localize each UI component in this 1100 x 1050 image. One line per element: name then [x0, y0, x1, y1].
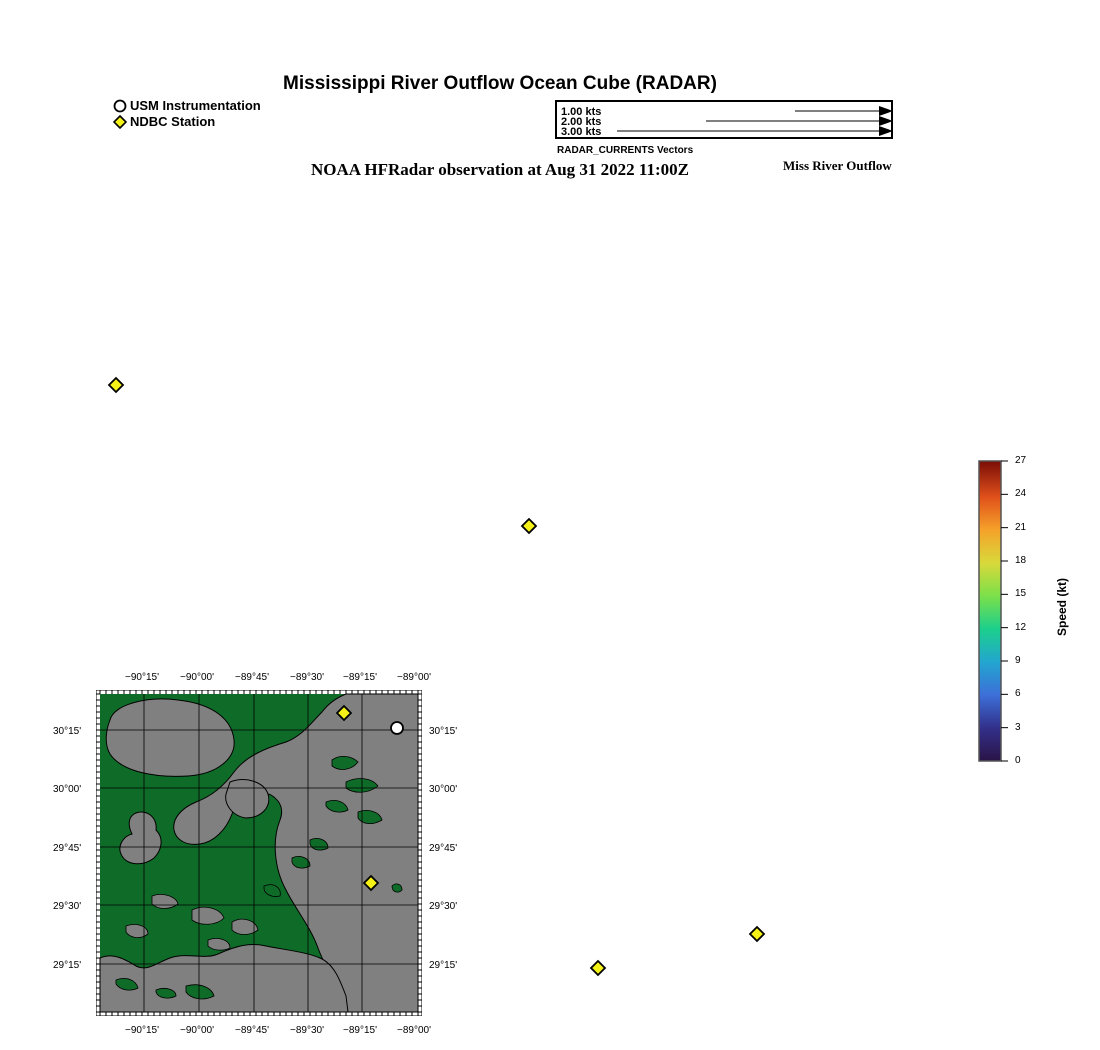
- vector-key-caption: RADAR_CURRENTS Vectors: [557, 145, 694, 156]
- lat-tick-left: 29°30': [53, 901, 82, 912]
- lon-tick-bottom: −89°00': [397, 1025, 431, 1036]
- colorbar-title: Speed (kt): [1055, 578, 1069, 637]
- lon-tick-bottom: −89°15': [343, 1025, 377, 1036]
- lat-tick-right: 29°30': [429, 901, 458, 912]
- colorbar-tick-label: 3: [1015, 721, 1021, 733]
- colorbar-tick-label: 18: [1015, 555, 1027, 566]
- lon-tick-bottom: −89°30': [290, 1025, 324, 1036]
- lon-tick-bottom: −89°45': [235, 1025, 269, 1036]
- lon-tick-top: −89°45': [235, 672, 269, 683]
- lon-tick-bottom: −90°15': [125, 1025, 159, 1036]
- lon-tick-top: −90°15': [125, 672, 159, 683]
- lon-tick-top: −89°00': [397, 672, 431, 683]
- lon-tick-top: −89°15': [343, 672, 377, 683]
- lon-tick-bottom: −90°00': [180, 1025, 214, 1036]
- vector-key-label-2: 2.00 kts: [561, 116, 602, 128]
- colorbar-tick-label: 0: [1015, 755, 1021, 766]
- lat-tick-left: 30°00': [53, 784, 82, 795]
- colorbar-tick-label: 15: [1015, 588, 1027, 600]
- colorbar-gradient: [979, 461, 1001, 761]
- usm-instrument-marker: [391, 722, 403, 734]
- lat-tick-right: 30°15': [429, 726, 458, 737]
- legend-ndbc-label: NDBC Station: [130, 114, 216, 129]
- vector-key-label-1: 1.00 kts: [561, 106, 602, 118]
- region-label: Miss River Outflow: [783, 158, 892, 173]
- colorbar-tick-label: 9: [1015, 655, 1021, 666]
- lat-tick-right: 29°45': [429, 843, 458, 854]
- legend-usm-label: USM Instrumentation: [130, 98, 261, 113]
- lat-tick-left: 30°15': [53, 726, 82, 737]
- map-title: Mississippi River Outflow Ocean Cube (RADAR): [283, 73, 717, 94]
- ndbc-station-marker: [522, 519, 536, 533]
- ndbc-station-marker: [750, 927, 764, 941]
- lon-tick-top: −90°00': [180, 672, 214, 683]
- lat-tick-left: 29°45': [53, 843, 82, 854]
- observation-subtitle: NOAA HFRadar observation at Aug 31 2022 11:00Z: [311, 160, 689, 179]
- colorbar-ticks: [1001, 461, 1008, 761]
- ndbc-station-marker: [109, 378, 123, 392]
- colorbar-tick-label: 6: [1015, 688, 1021, 700]
- lat-tick-right: 29°15': [429, 960, 458, 971]
- speed-colorbar: [976, 458, 1016, 764]
- lat-tick-left: 29°15': [53, 960, 82, 971]
- map-canvas: [96, 690, 422, 1016]
- colorbar-tick-label: 12: [1015, 621, 1027, 633]
- colorbar-tick-label: 24: [1015, 488, 1027, 500]
- colorbar-tick-label: 27: [1015, 455, 1027, 466]
- lon-tick-top: −89°30': [290, 672, 324, 683]
- lat-tick-right: 30°00': [429, 784, 458, 795]
- colorbar-tick-label: 21: [1015, 521, 1027, 533]
- ndbc-station-marker: [591, 961, 605, 975]
- vector-key-label-3: 3.00 kts: [561, 126, 602, 138]
